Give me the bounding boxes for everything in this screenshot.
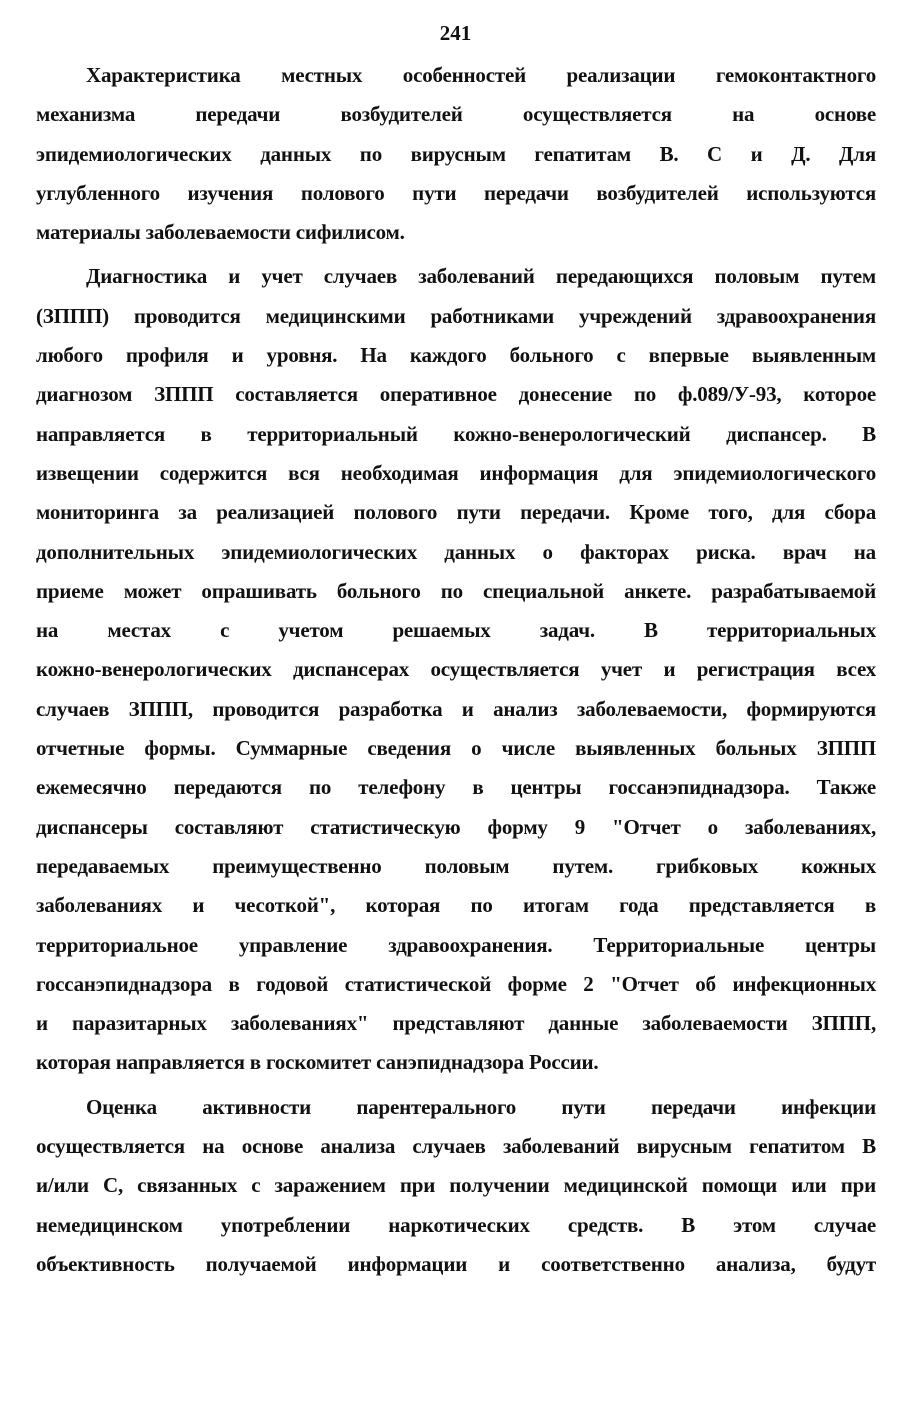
- text-line: заболеваниях и чесоткой", которая по итогам года представляется в: [36, 893, 876, 918]
- text-line: механизма передачи возбудителей осуществляется на основе: [36, 102, 876, 127]
- text-line: Диагностика и учет случаев заболеваний передающихся половым путем: [86, 264, 876, 289]
- text-line: на местах с учетом решаемых задач. В территориальных: [36, 618, 876, 643]
- text-line: (ЗППП) проводится медицинскими работниками учреждений здравоохранения: [36, 303, 876, 328]
- paragraph-2: [36, 257, 876, 1082]
- text-line: диспансеры составляют статистическую форму 9 "Отчет о заболеваниях,: [36, 814, 876, 839]
- text-line: Характеристика местных особенностей реализации гемоконтактного: [86, 63, 876, 87]
- text-line: передаваемых преимущественно половым путем. грибковых кожных: [36, 853, 876, 878]
- text-line: эпидемиологических данных по вирусным гепатитам В. С и Д. Для: [36, 141, 876, 166]
- text-line: которая направляется в госкомитет санэпиднадзора России.: [36, 1050, 599, 1075]
- text-line: объективность получаемой информации и соответственно анализа, будут: [36, 1251, 876, 1276]
- text-line: и/или С, связанных с заражением при получении медицинской помощи или при: [36, 1173, 876, 1198]
- text-line: ежемесячно передаются по телефону в центры госсанэпиднадзора. Также: [36, 775, 876, 800]
- text-line: мониторинга за реализацией полового пути передачи. Кроме того, для сбора: [36, 500, 876, 525]
- paragraph-1: [36, 56, 876, 252]
- text-line: территориальное управление здравоохранения. Территориальные центры: [36, 932, 876, 957]
- text-line: дополнительных эпидемиологических данных о факторах риска. врач на: [36, 539, 876, 564]
- text-line: кожно-венерологических диспансерах осуществляется учет и регистрация всех: [36, 657, 876, 682]
- text-line: Оценка активности парентерального пути передачи инфекции: [86, 1094, 876, 1119]
- text-line: материалы заболеваемости сифилисом.: [36, 220, 405, 245]
- paragraph-3: [36, 1088, 876, 1284]
- text-line: любого профиля и уровня. На каждого больного с впервые выявленным: [36, 343, 876, 368]
- body-text: [36, 56, 876, 1289]
- text-line: приеме может опрашивать больного по специальной анкете. разрабатываемой: [36, 578, 876, 603]
- text-line: извещении содержится вся необходимая информация для эпидемиологического: [36, 460, 876, 485]
- text-line: углубленного изучения полового пути передачи возбудителей используются: [36, 180, 876, 205]
- text-line: случаев ЗППП, проводится разработка и анализ заболеваемости, формируются: [36, 696, 876, 721]
- text-line: госсанэпиднадзора в годовой статистической форме 2 "Отчет об инфекционных: [36, 971, 876, 996]
- text-line: отчетные формы. Суммарные сведения о числе выявленных больных ЗППП: [36, 736, 876, 761]
- text-line: диагнозом ЗППП составляется оперативное донесение по ф.089/У-93, которое: [36, 382, 876, 407]
- page-number: 241: [439, 21, 472, 45]
- text-line: немедицинском употреблении наркотических средств. В этом случае: [36, 1212, 876, 1237]
- text-line: направляется в территориальный кожно-венерологический диспансер. В: [36, 421, 876, 446]
- text-line: осуществляется на основе анализа случаев заболеваний вирусным гепатитом В: [36, 1134, 876, 1159]
- text-line: и паразитарных заболеваниях" представляют данные заболеваемости ЗППП,: [36, 1011, 876, 1036]
